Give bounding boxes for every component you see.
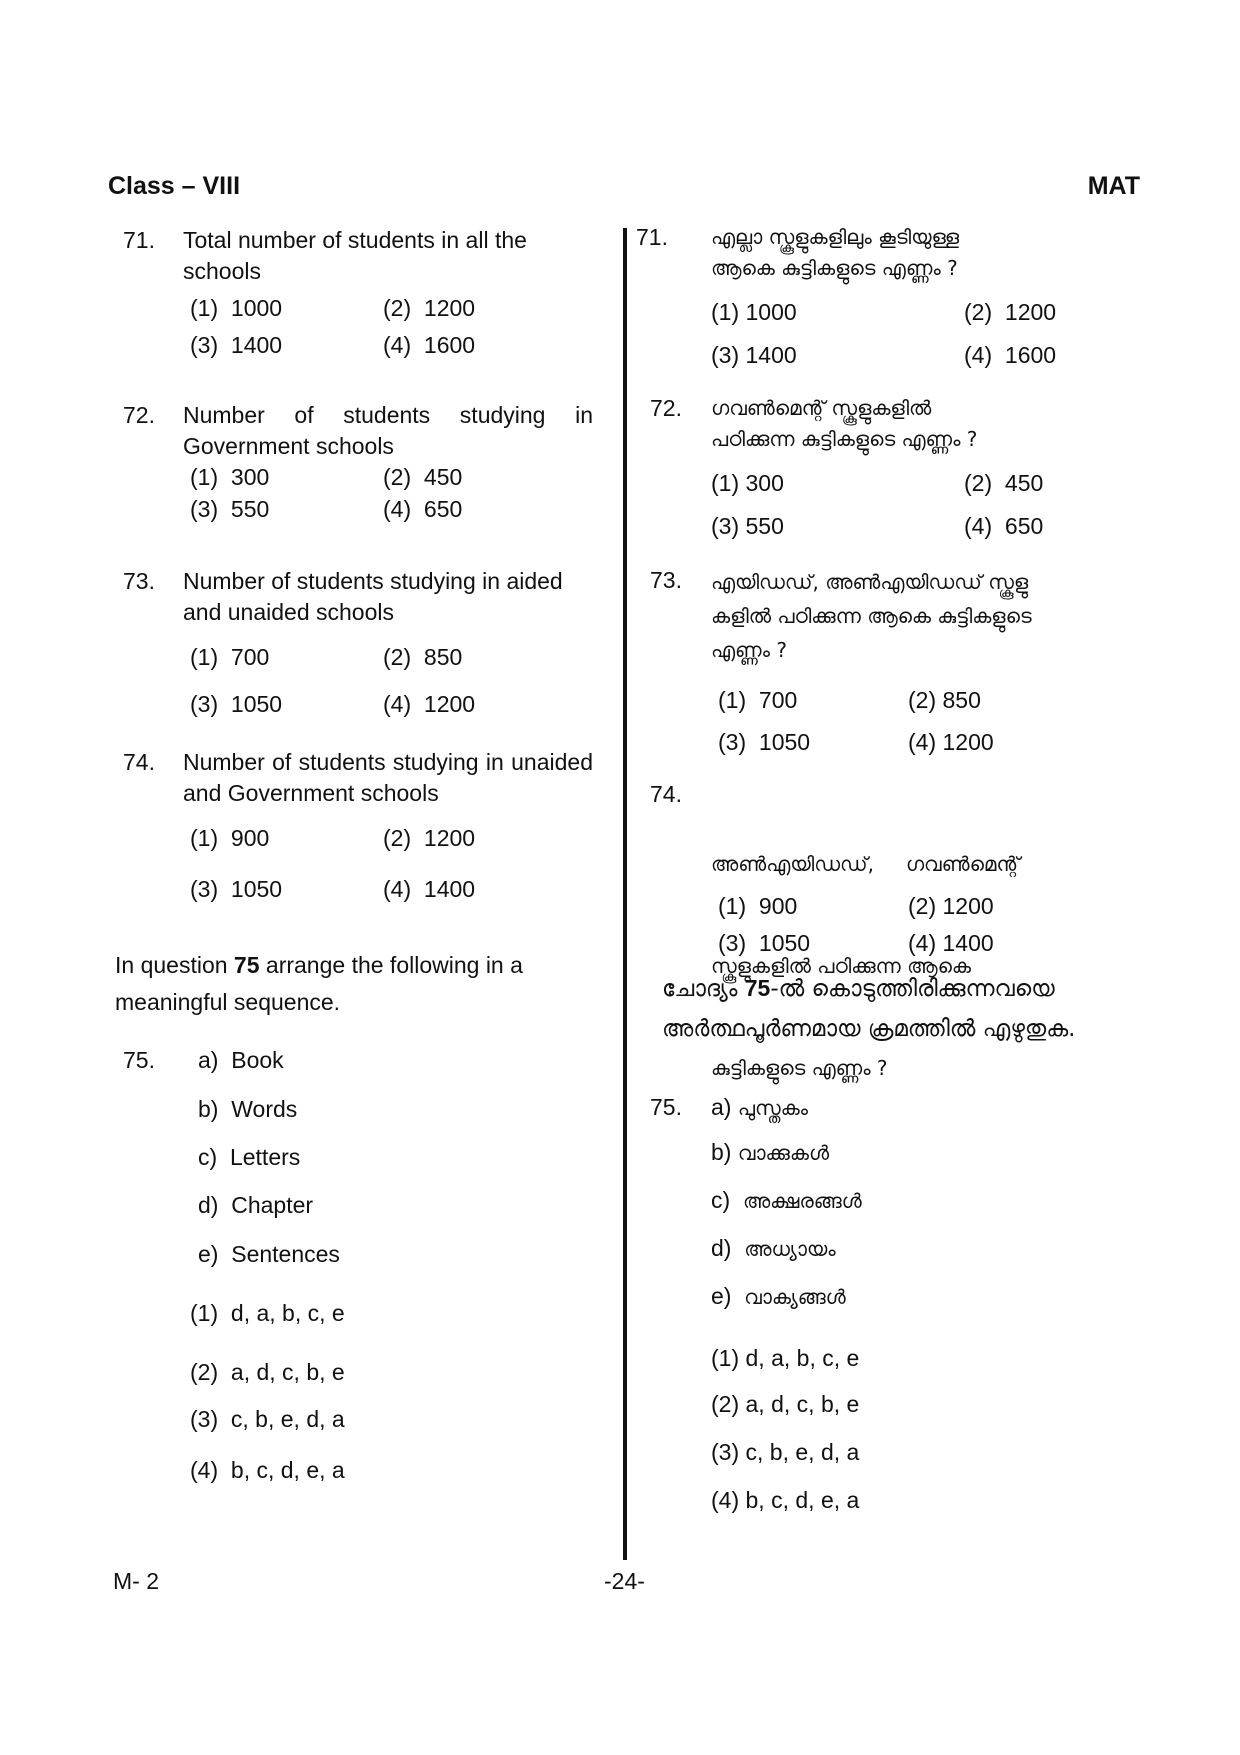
question-number: 74. <box>650 781 682 807</box>
question-number: 75. <box>650 1094 682 1120</box>
question-number: 73. <box>123 568 155 594</box>
option: (3) 1050 <box>718 930 811 956</box>
question-73-en <box>123 566 603 726</box>
option: (1) d, a, b, c, e <box>711 1345 860 1371</box>
sequence-item: e) Sentences <box>198 1241 340 1267</box>
option: (1) 300 <box>190 464 270 490</box>
option: (3) 1400 <box>190 332 283 358</box>
option: (3) 1050 <box>190 691 283 717</box>
option: (1) 900 <box>190 825 270 851</box>
option: (4) 1600 <box>383 332 476 358</box>
sequence-item: d) അധ്യായം <box>711 1235 836 1261</box>
column-divider <box>623 228 627 1560</box>
subject-label: MAT <box>1087 172 1140 200</box>
sequence-item: c) Letters <box>198 1144 301 1170</box>
option: (2) 850 <box>908 687 981 713</box>
question-75-ml <box>650 1092 1120 1532</box>
option: (1) 700 <box>718 687 798 713</box>
sequence-item: b) വാക്കുകൾ <box>711 1139 830 1165</box>
option: (2) 1200 <box>964 299 1057 325</box>
question-74-en <box>123 747 603 907</box>
option: (3) c, b, e, d, a <box>190 1406 345 1432</box>
option: (2) a, d, c, b, e <box>711 1391 860 1417</box>
question-text: എല്ലാ സ്കൂളുകളിലും കൂടിയുള്ള ആകെ കുട്ടികളുടെ എണ്ണം ? <box>711 225 960 280</box>
option: (2) 450 <box>964 470 1044 496</box>
question-number: 73. <box>650 567 682 593</box>
sequence-item: c) അക്ഷരങ്ങൾ <box>711 1187 862 1213</box>
question-text: Number of students studying in unaided and Government schools <box>183 749 593 806</box>
option: (2) a, d, c, b, e <box>190 1359 345 1385</box>
option: (1) 900 <box>718 893 798 919</box>
sequence-item: a) Book <box>198 1047 284 1073</box>
option: (1) 300 <box>711 470 784 496</box>
question-text: Number of students studying in Government schools <box>183 402 593 459</box>
page-number: -24- <box>604 1568 645 1594</box>
option: (4) 1400 <box>908 930 994 956</box>
paper-code: M- 2 <box>113 1568 159 1594</box>
question-71-en <box>123 225 603 358</box>
sequence-item: d) Chapter <box>198 1192 314 1218</box>
question-text: ഗവൺമെന്റ് സ്കൂളുകളിൽ പഠിക്കുന്ന കുട്ടികളുടെ എണ്ണം ? <box>711 396 978 451</box>
question-number: 72. <box>123 402 155 428</box>
class-label: Class – VIII <box>108 172 241 200</box>
question-number: 71. <box>636 224 668 250</box>
option: (4) 1400 <box>383 876 476 902</box>
question-text: എയിഡഡ്, അൺഎയിഡഡ് സ്കൂളു കളിൽ പഠിക്കുന്ന ആകെ കുട്ടികളുടെ എണ്ണം ? <box>711 570 1032 662</box>
sequence-item: e) വാക്യങ്ങൾ <box>711 1283 846 1309</box>
question-text: Total number of students in all the schools <box>183 227 527 284</box>
option: (2) 1200 <box>908 893 994 919</box>
option: (1) 700 <box>190 644 270 670</box>
option: (2) 1200 <box>383 825 476 851</box>
question-71-ml <box>636 222 1116 372</box>
option: (3) 550 <box>190 496 270 522</box>
option: (2) 450 <box>383 464 463 490</box>
question-72-en <box>123 400 603 530</box>
question-72-ml <box>650 393 1120 543</box>
instruction-ml: ചോദ്യം 75-ൽ കൊടുത്തിരിക്കുന്നവയെ അർത്ഥപൂർണമായ ക്രമത്തിൽ എഴുതുക. <box>662 975 1076 1042</box>
question-number: 75. <box>123 1047 155 1073</box>
option: (3) c, b, e, d, a <box>711 1439 860 1465</box>
option: (3) 1400 <box>711 342 797 368</box>
option: (1) d, a, b, c, e <box>190 1300 345 1326</box>
option: (3) 550 <box>711 513 784 539</box>
option: (2) 1200 <box>383 295 476 321</box>
option: (3) 1050 <box>718 729 811 755</box>
option: (4) 650 <box>383 496 463 522</box>
option: (4) b, c, d, e, a <box>711 1487 860 1513</box>
question-number: 72. <box>650 395 682 421</box>
option: (4) 1200 <box>383 691 476 717</box>
instruction-en: In question 75 arrange the following in a meaningful sequence. <box>115 952 523 1015</box>
option: (2) 850 <box>383 644 463 670</box>
option: (4) 1200 <box>908 729 994 755</box>
question-73-ml <box>650 565 1120 755</box>
option: (1) 1000 <box>711 299 797 325</box>
option: (4) b, c, d, e, a <box>190 1457 345 1483</box>
question-75-en <box>123 1045 603 1485</box>
question-number: 74. <box>123 749 155 775</box>
question-text: അൺഎയിഡഡ്, ഗവൺമെന്റ് സ്കൂളുകളിൽ പഠിക്കുന്ന ആകെ കുട്ടികളുടെ എണ്ണം ? <box>711 852 1020 1080</box>
option: (3) 1050 <box>190 876 283 902</box>
option: (1) 1000 <box>190 295 283 321</box>
sequence-item: b) Words <box>198 1096 298 1122</box>
option: (4) 650 <box>964 513 1044 539</box>
question-number: 71. <box>123 227 155 253</box>
question-text: Number of students studying in aided and unaided schools <box>183 568 563 625</box>
option: (4) 1600 <box>964 342 1057 368</box>
sequence-item: a) പുസ്തകം <box>711 1094 809 1120</box>
